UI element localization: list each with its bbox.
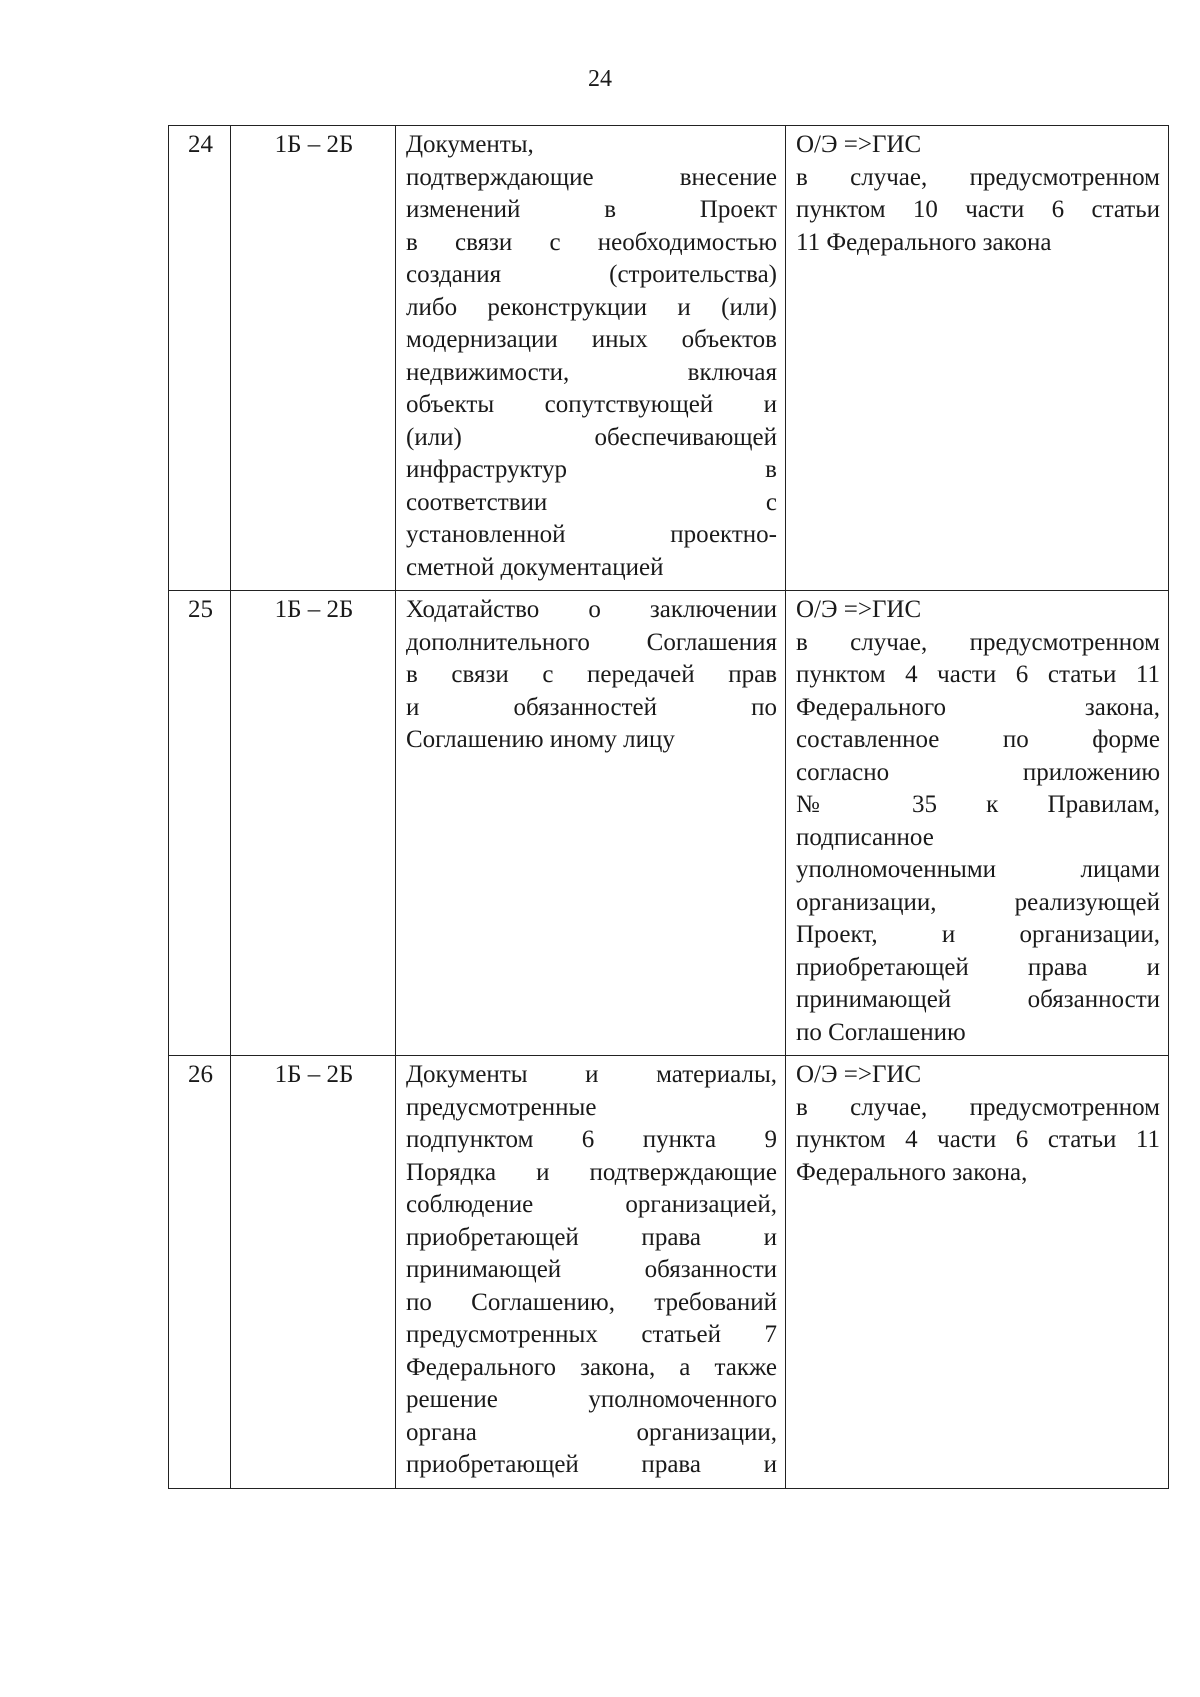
condition-note-line: пунктом 10 части 6 статьи: [796, 196, 1160, 223]
document-description-line: (или) обеспечивающей: [406, 423, 777, 451]
transfer-direction: О/Э =>ГИС: [796, 596, 922, 623]
direction-cell: [786, 591, 1169, 1056]
stage-cell: 1Б – 2Б: [231, 126, 396, 591]
condition-note-line: в случае, предусмотренном: [796, 1093, 1160, 1121]
document-description-line: объекты сопутствующей и: [406, 391, 777, 418]
transfer-direction: О/Э =>ГИС: [796, 131, 922, 158]
condition-note-line: уполномоченными лицами: [796, 856, 1160, 883]
document-description-line: модернизации иных объектов: [406, 326, 777, 353]
condition-note-line: приобретающей права и: [796, 953, 1160, 981]
document-description-line: подпунктом 6 пункта 9: [406, 1126, 777, 1153]
document-description-line: дополнительного Соглашения: [406, 628, 777, 656]
document-description-line: инфраструктур в: [406, 456, 777, 483]
condition-note-line: в случае, предусмотренном: [796, 628, 1160, 656]
document-description-line: по Соглашению, требований: [406, 1288, 777, 1316]
document-description-line: подтверждающие внесение: [406, 163, 777, 191]
document-description-cell: [396, 126, 786, 591]
condition-note-line: согласно приложению: [796, 758, 1160, 786]
row-number-cell: 25: [169, 591, 231, 1056]
condition-note-line: составленное по форме: [796, 726, 1160, 753]
document-description-line: органа организации,: [406, 1418, 777, 1446]
transfer-direction: О/Э =>ГИС: [796, 1061, 922, 1088]
documents-table: [168, 125, 1169, 1489]
row-number-cell: 26: [169, 1056, 231, 1489]
document-description-line: Федерального закона, а также: [406, 1353, 777, 1381]
condition-note-line: Федерального закона,: [796, 1158, 1028, 1186]
document-description-line: приобретающей права и: [406, 1223, 777, 1251]
row-number-cell: 24: [169, 126, 231, 591]
stage-cell: 1Б – 2Б: [231, 1056, 396, 1489]
document-description-line: установленной проектно-: [406, 521, 777, 548]
stage-cell: 1Б – 2Б: [231, 591, 396, 1056]
document-description-line: Ходатайство о заключении: [406, 596, 777, 623]
document-description-cell: [396, 1056, 786, 1489]
condition-note-line: принимающей обязанности: [796, 986, 1160, 1013]
document-description-line: Порядка и подтверждающие: [406, 1158, 777, 1186]
direction-cell: [786, 1056, 1169, 1489]
table-row: [169, 591, 1169, 1056]
table-row: [169, 1056, 1169, 1489]
table-row: [169, 126, 1169, 591]
document-description-line: изменений в Проект: [406, 196, 777, 223]
document-description-line: недвижимости, включая: [406, 358, 777, 386]
document-description-line: предусмотренные: [406, 1093, 597, 1121]
document-description-line: предусмотренных статьей 7: [406, 1321, 777, 1348]
condition-note-line: в случае, предусмотренном: [796, 163, 1160, 191]
document-description-line: приобретающей права и: [406, 1451, 777, 1478]
document-description-line: принимающей обязанности: [406, 1256, 777, 1283]
document-description-line: в связи с необходимостью: [406, 228, 777, 256]
direction-cell: [786, 126, 1169, 591]
document-description-line: Соглашению иному лицу: [406, 726, 675, 753]
document-description-line: сметной документацией: [406, 553, 664, 581]
document-description-line: соответствии с: [406, 488, 777, 516]
document-description-line: создания (строительства): [406, 261, 777, 288]
condition-note-line: 11 Федерального закона: [796, 228, 1052, 256]
document-description-cell: [396, 591, 786, 1056]
document-description-line: и обязанностей по: [406, 693, 777, 721]
condition-note-line: № 35 к Правилам,: [796, 791, 1160, 818]
condition-note-line: организации, реализующей: [796, 888, 1160, 916]
condition-note-line: пунктом 4 части 6 статьи 11: [796, 1126, 1160, 1153]
document-description-line: решение уполномоченного: [406, 1386, 777, 1413]
condition-note-line: пунктом 4 части 6 статьи 11: [796, 661, 1160, 688]
document-description-line: соблюдение организацией,: [406, 1191, 777, 1218]
document-description-line: в связи с передачей прав: [406, 661, 777, 688]
condition-note-line: Федерального закона,: [796, 693, 1160, 721]
document-description-line: Документы и материалы,: [406, 1061, 777, 1088]
condition-note-line: по Соглашению: [796, 1018, 966, 1046]
page-number: 24: [588, 66, 612, 92]
condition-note-line: подписанное: [796, 823, 934, 851]
condition-note-line: Проект, и организации,: [796, 921, 1160, 948]
document-description-line: либо реконструкции и (или): [406, 293, 777, 321]
document-description-line: Документы,: [406, 131, 534, 158]
